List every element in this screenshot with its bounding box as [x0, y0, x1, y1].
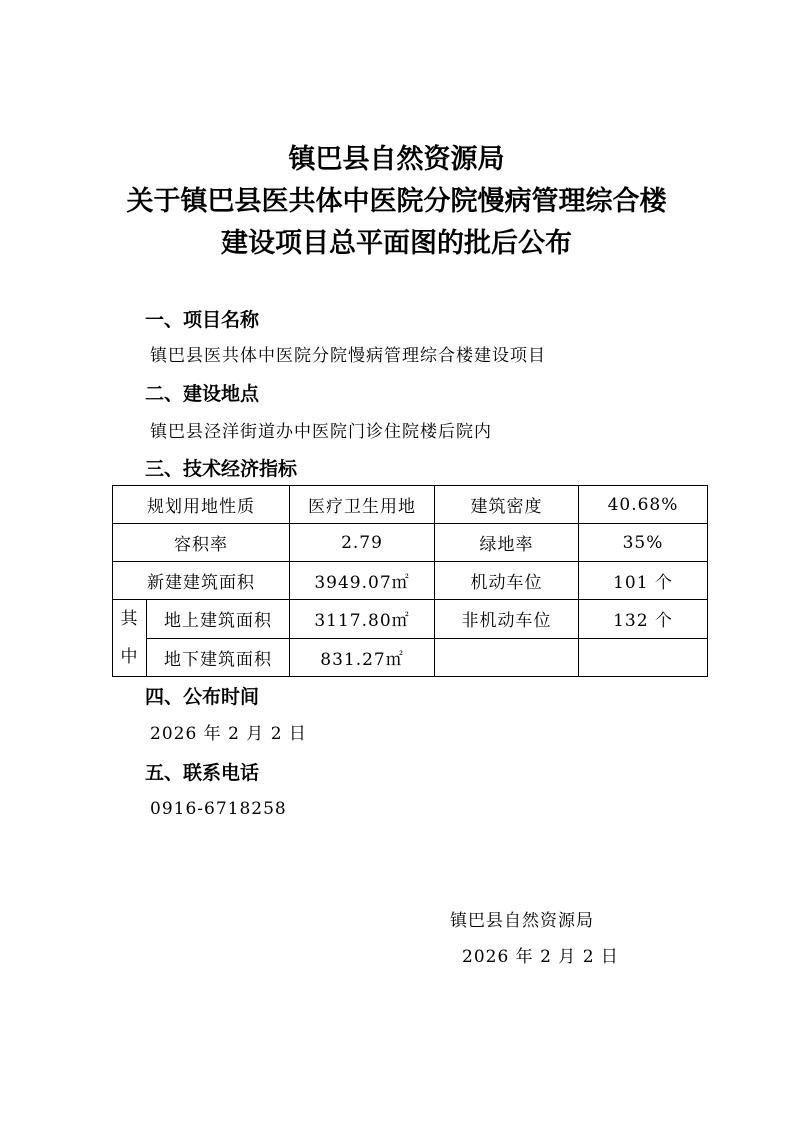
table-cell-label: 绿地率 — [435, 524, 579, 562]
table-row — [113, 600, 708, 639]
table-cell-value: 101 个 — [579, 562, 708, 600]
table-cell-label: 规划用地性质 — [113, 486, 290, 524]
table-cell-value — [579, 638, 708, 677]
table-cell-value: 40.68% — [579, 486, 708, 524]
table-cell-label: 地下建筑面积 — [147, 638, 290, 677]
table-cell-value: 2.79 — [290, 524, 435, 562]
title-line-2: 关于镇巴县医共体中医院分院慢病管理综合楼 — [126, 186, 667, 217]
publish-time-text: 2026 年 2 月 2 日 — [150, 724, 307, 744]
table-cell-label: 建筑密度 — [435, 486, 579, 524]
table-cell-label: 地上建筑面积 — [147, 600, 290, 639]
contact-phone-text: 0916-6718258 — [150, 799, 287, 819]
table-cell-label — [435, 638, 579, 677]
table-cell-value: 3117.80㎡ — [290, 600, 435, 639]
signature-date: 2026 年 2 月 2 日 — [462, 947, 619, 967]
section-heading-indicators: 三、技术经济指标 — [145, 458, 298, 480]
section-heading-project-name: 一、项目名称 — [145, 309, 260, 331]
title-line-1: 镇巴县自然资源局 — [288, 144, 505, 175]
table-cell-value: 医疗卫生用地 — [290, 486, 435, 524]
table-cell-label: 机动车位 — [435, 562, 579, 600]
indicators-table — [112, 485, 708, 677]
table-row — [113, 638, 708, 677]
project-name-text: 镇巴县医共体中医院分院慢病管理综合楼建设项目 — [150, 346, 546, 366]
table-cell-of-which: 其中 — [113, 600, 147, 677]
table-row — [113, 562, 708, 600]
signature-org: 镇巴县自然资源局 — [450, 911, 594, 931]
title-line-3: 建设项目总平面图的批后公布 — [221, 228, 572, 259]
table-cell-label: 非机动车位 — [435, 600, 579, 639]
table-cell-value: 3949.07㎡ — [290, 562, 435, 600]
section-heading-publish-time: 四、公布时间 — [145, 686, 260, 708]
section-heading-contact: 五、联系电话 — [145, 762, 260, 784]
table-cell-value: 35% — [579, 524, 708, 562]
table-cell-label: 容积率 — [113, 524, 290, 562]
table-row — [113, 486, 708, 524]
table-row — [113, 524, 708, 562]
section-heading-location: 二、建设地点 — [145, 383, 260, 405]
location-text: 镇巴县泾洋街道办中医院门诊住院楼后院内 — [150, 422, 492, 442]
table-cell-label: 新建建筑面积 — [113, 562, 290, 600]
table-cell-value: 831.27㎡ — [290, 638, 435, 677]
table-cell-value: 132 个 — [579, 600, 708, 639]
